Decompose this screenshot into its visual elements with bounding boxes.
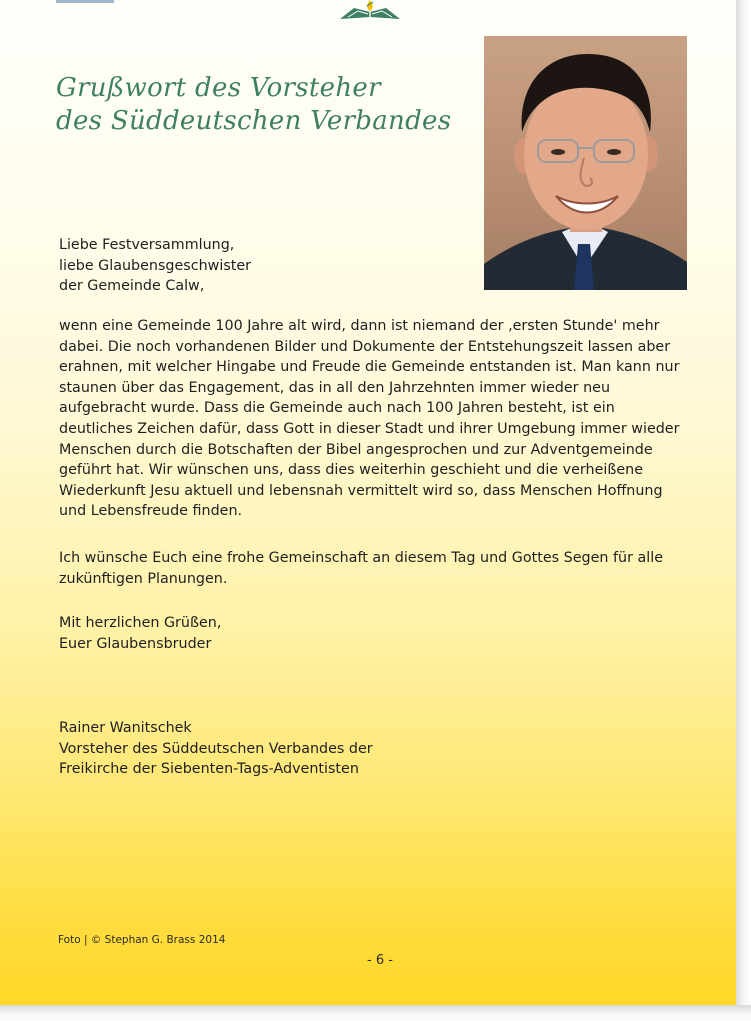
signature-organization: Freikirche der Siebenten-Tags-Adventisten <box>59 761 359 778</box>
title-line-1: Grußwort des Vorsteher <box>56 73 381 103</box>
portrait-photo <box>484 36 687 290</box>
body-paragraph-2: Ich wünsche Euch eine frohe Gemeinschaft an diesem Tag und Gottes Segen für alle zukünftigen Planungen. <box>59 550 663 587</box>
closing-line: Euer Glaubensbruder <box>59 635 212 652</box>
signature-block <box>59 718 479 780</box>
page-bottom-shadow <box>0 1005 751 1021</box>
portrait-illustration <box>484 36 687 290</box>
photo-credit: Foto | © Stephan G. Brass 2014 <box>58 934 226 946</box>
salutation-line: der Gemeinde Calw, <box>59 278 205 295</box>
body-paragraph-1: wenn eine Gemeinde 100 Jahre alt wird, dann ist niemand der ‚ersten Stunde' mehr dabei. Die noch vorhandenen Bilder und Dokumente der Entstehungszeit lassen aber erahnen, mit welcher Hingabe und Freude die Gemeinde entstanden ist. Man kann nur staunen über das Engagement, das in all den Jahrzehnten immer wieder neu aufgebracht wurde. Dass die Gemeinde auch nach 100 Jahren besteht, ist ein deutliches Zeichen dafür, dass Gott in dieser Stadt und ihrer Umgebung immer wieder Menschen durch die Botschaften der Bibel angesprochen und zur Adventgemeinde geführt hat. Wir wünschen uns, dass dies weiterhin geschieht und die verheißene Wiederkunft Jesu aktuell und lebensnah vermittelt wird so, dass Menschen Hoffnung und Lebensfreude finden. <box>59 318 680 520</box>
page-edge-shadow <box>736 0 751 1021</box>
salutation-line: liebe Glaubensgeschwister <box>59 257 252 274</box>
salutation <box>59 235 359 297</box>
page-number: - 6 - <box>367 953 393 968</box>
signature-role: Vorsteher des Süddeutschen Verbandes der <box>59 740 373 757</box>
signature-name: Rainer Wanitschek <box>59 720 192 736</box>
page-title <box>56 72 451 138</box>
salutation-line: Liebe Festversammlung, <box>59 237 235 253</box>
closing-line: Mit herzlichen Grüßen, <box>59 615 222 631</box>
top-color-stripe <box>56 0 114 3</box>
closing <box>59 613 359 654</box>
open-bible-flame-icon <box>334 0 406 24</box>
title-line-2: des Süddeutschen Verbandes <box>56 106 452 136</box>
